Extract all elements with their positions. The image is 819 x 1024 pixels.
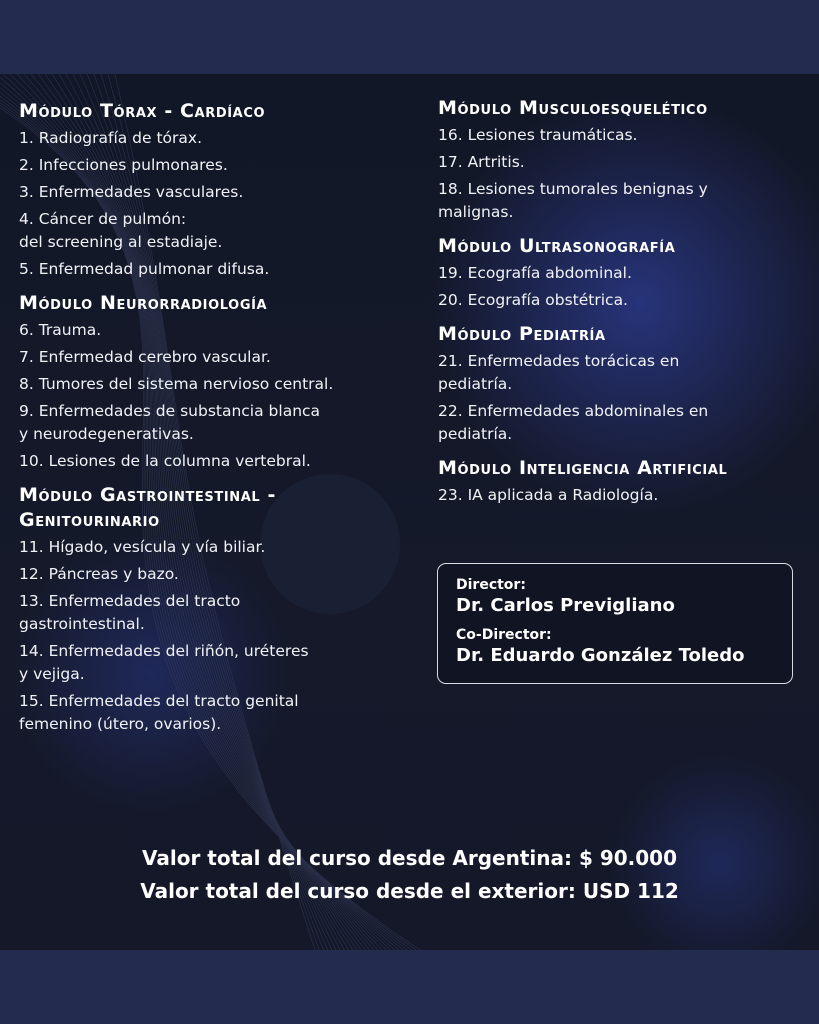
bottom-band: [0, 950, 819, 1024]
module-item: 10. Lesiones de la columna vertebral.: [19, 452, 311, 470]
module-title: Módulo Inteligencia Artificial: [438, 457, 728, 479]
price-argentina: Valor total del curso desde Argentina: $ 90.000: [142, 846, 677, 870]
director-label: Director:: [456, 577, 526, 593]
module-musculoesqueletico: [438, 96, 813, 224]
module-item: 23. IA aplicada a Radiología.: [438, 486, 659, 504]
module-inteligencia-artificial: [438, 456, 813, 507]
module-title: Módulo Tórax - Cardíaco: [19, 100, 266, 122]
codirector-name: Dr. Eduardo González Toledo: [456, 645, 745, 666]
module-item: 15. Enfermedades del tracto genital femenino (útero, ovarios).: [19, 692, 299, 733]
module-pediatria: [438, 322, 813, 446]
directors-box: [437, 563, 793, 684]
module-item: 22. Enfermedades abdominales en pediatría.: [438, 402, 709, 443]
module-item: 12. Páncreas y bazo.: [19, 565, 179, 583]
module-item: 18. Lesiones tumorales benignas y malignas.: [438, 180, 708, 221]
module-item: 16. Lesiones traumáticas.: [438, 126, 638, 144]
module-neurorradiologia: [19, 291, 414, 473]
module-title: Módulo Ultrasonografía: [438, 235, 676, 257]
module-gastrointestinal: [19, 483, 414, 736]
module-item: 5. Enfermedad pulmonar difusa.: [19, 260, 270, 278]
top-band: [0, 0, 819, 74]
codirector-label: Co-Director:: [456, 627, 552, 643]
module-item: 19. Ecografía abdominal.: [438, 264, 632, 282]
module-item: 6. Trauma.: [19, 321, 102, 339]
module-ultrasonografia: [438, 234, 813, 312]
module-title: Módulo Musculoesquelético: [438, 97, 708, 119]
price-section: [0, 842, 819, 908]
module-item: 2. Infecciones pulmonares.: [19, 156, 228, 174]
left-column: [19, 99, 414, 746]
module-item: 13. Enfermedades del tracto gastrointestinal.: [19, 592, 241, 633]
module-item: 3. Enfermedades vasculares.: [19, 183, 244, 201]
right-column: [438, 96, 813, 517]
module-item: 9. Enfermedades de substancia blanca y neurodegenerativas.: [19, 402, 321, 443]
module-title: Módulo Pediatría: [438, 323, 606, 345]
director-name: Dr. Carlos Previgliano: [456, 595, 675, 616]
module-item: 14. Enfermedades del riñón, uréteres y vejiga.: [19, 642, 309, 683]
module-item: 11. Hígado, vesícula y vía biliar.: [19, 538, 266, 556]
module-item: 7. Enfermedad cerebro vascular.: [19, 348, 271, 366]
module-item: 8. Tumores del sistema nervioso central.: [19, 375, 334, 393]
module-title: Módulo Gastrointestinal - Genitourinario: [19, 484, 276, 531]
content-panel: [0, 74, 819, 950]
module-item: 21. Enfermedades torácicas en pediatría.: [438, 352, 680, 393]
module-item: 4. Cáncer de pulmón: del screening al estadiaje.: [19, 210, 223, 251]
module-torax: [19, 99, 414, 281]
module-item: 17. Artritis.: [438, 153, 525, 171]
price-exterior: Valor total del curso desde el exterior: USD 112: [140, 879, 679, 903]
module-item: 1. Radiografía de tórax.: [19, 129, 203, 147]
module-item: 20. Ecografía obstétrica.: [438, 291, 628, 309]
module-title: Módulo Neurorradiología: [19, 292, 268, 314]
